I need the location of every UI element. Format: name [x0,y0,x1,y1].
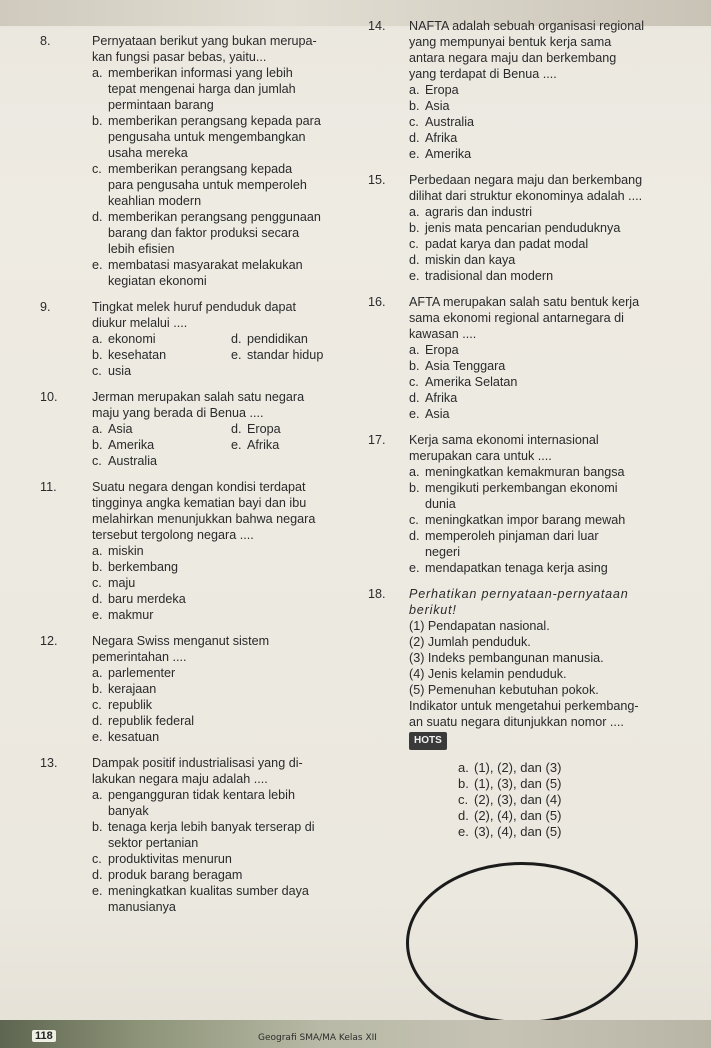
option-text: (1), (2), dan (3) [474,760,562,775]
option-text: kegiatan ekonomi [108,274,207,288]
option-text: mengikuti perkembangan ekonomi [425,481,618,495]
option-letter: a. [409,343,420,357]
question-13 [40,755,370,915]
answer-option [231,421,370,437]
answer-option [92,161,370,209]
answer-option [409,464,700,480]
option-text: usia [108,364,132,378]
option-letter: a. [409,465,420,479]
answer-option [92,883,370,915]
option-letter: b. [92,820,103,834]
answer-option [92,559,370,575]
question-text [92,633,370,665]
option-letter: c. [409,513,419,527]
option-text: ekonomi [108,332,156,346]
option-letter: d. [231,422,242,436]
option-text: tepat mengenai harga dan jumlah [108,82,296,96]
option-letter: e. [409,147,420,161]
question-text [409,586,700,618]
option-letter: e. [458,824,469,839]
option-text: miskin [108,544,144,558]
answer-option [92,729,370,745]
question-8 [40,33,370,289]
question-line: melahirkan menunjukkan bahwa negara [92,512,316,526]
answer-option [92,453,236,469]
question-9 [40,299,370,379]
option-letter: e. [409,407,420,421]
option-text: sektor pertanian [108,836,199,850]
answer-option [409,390,700,406]
question-line: Tingkat melek huruf penduduk dapat [92,300,296,314]
option-text: Afrika [425,391,458,405]
option-text: Amerika [425,147,472,161]
option-letter: e. [409,269,420,283]
option-row [92,437,370,453]
answer-option [409,268,700,284]
question-number: 18. [368,587,386,601]
answer-option [92,65,370,113]
option-list [458,760,700,840]
option-row [92,453,370,469]
option-letter: d. [409,131,420,145]
option-text: memberikan perangsang kepada para [108,114,321,128]
question-line: Suatu negara dengan kondisi terdapat [92,480,306,494]
option-letter: a. [409,83,420,97]
option-letter: b. [92,682,103,696]
right-column [368,18,700,840]
question-line: AFTA merupakan salah satu bentuk kerja [409,295,640,309]
answer-option [92,331,231,347]
question-line: berikut! [409,603,457,617]
option-text: meningkatkan kualitas sumber daya [108,884,309,898]
answer-option [231,347,370,363]
question-text [92,33,370,65]
answer-option [458,808,700,824]
option-text: meningkatkan kemakmuran bangsa [425,465,625,479]
statement-item: (5) Pemenuhan kebutuhan pokok. [409,683,599,697]
answer-option [92,113,370,161]
option-text: Afrika [247,438,280,452]
option-text: Asia [425,407,450,421]
option-grid [92,331,370,379]
option-letter: c. [409,115,419,129]
answer-option [92,713,370,729]
option-text: jenis mata pencarian penduduknya [425,221,621,235]
option-text: banyak [108,804,149,818]
option-text: pengangguran tidak kentara lebih [108,788,295,802]
option-list [409,204,700,284]
question-text [409,294,700,342]
option-text: Australia [108,454,157,468]
answer-option [92,867,370,883]
option-letter: a. [92,666,103,680]
option-text: Eropa [425,343,459,357]
option-text: Asia Tenggara [425,359,506,373]
option-letter: d. [92,210,103,224]
option-list [409,342,700,422]
option-letter: b. [409,221,420,235]
option-text: baru merdeka [108,592,186,606]
question-17 [368,432,700,576]
answer-option [409,406,700,422]
option-list [409,464,700,576]
option-letter: d. [409,391,420,405]
statement-list [409,618,700,760]
option-list [92,665,370,745]
question-16 [368,294,700,422]
option-letter: d. [92,592,103,606]
book-title-footer: Geografi SMA/MA Kelas XII [258,1033,377,1043]
option-text: parlementer [108,666,176,680]
option-text: para pengusaha untuk memperoleh [108,178,307,192]
question-line: Pernyataan berikut yang bukan merupa- [92,34,317,48]
option-text: produktivitas menurun [108,852,232,866]
option-text: Asia [425,99,450,113]
option-letter: b. [409,359,420,373]
question-line: dilihat dari struktur ekonominya adalah .... [409,189,643,203]
question-line: tingginya angka kematian bayi dan ibu [92,496,307,510]
question-line: kawasan .... [409,327,477,341]
option-letter: c. [409,237,419,251]
answer-option [92,209,370,257]
option-letter: a. [92,332,103,346]
option-letter: d. [231,332,242,346]
option-list [92,543,370,623]
option-list [92,65,370,289]
option-text: tradisional dan modern [425,269,554,283]
option-text: standar hidup [247,348,324,362]
answer-option [92,347,231,363]
question-number: 8. [40,34,51,48]
answer-option [458,792,700,808]
option-text: mendapatkan tenaga kerja asing [425,561,608,575]
question-line: antara negara maju dan berkembang [409,51,617,65]
answer-option [409,342,700,358]
option-letter: a. [92,66,103,80]
option-letter: e. [231,438,242,452]
option-letter: b. [92,348,103,362]
answer-option [409,236,700,252]
statement-item: (4) Jenis kelamin penduduk. [409,667,567,681]
option-text: Eropa [425,83,459,97]
option-letter: c. [92,698,102,712]
option-letter: c. [92,454,102,468]
option-text: Afrika [425,131,458,145]
question-10 [40,389,370,469]
question-number: 14. [368,19,386,33]
answer-option [92,851,370,867]
answer-circle-handdrawn [406,862,638,1024]
option-text: Amerika Selatan [425,375,518,389]
option-letter: e. [409,561,420,575]
question-line: Perbedaan negara maju dan berkembang [409,173,643,187]
answer-option [409,220,700,236]
option-text: republik [108,698,153,712]
option-letter: c. [92,852,102,866]
option-text: (3), (4), dan (5) [474,824,562,839]
answer-option [92,257,370,289]
answer-option [409,512,700,528]
answer-option [409,252,700,268]
answer-option [92,607,370,623]
option-text: kesatuan [108,730,160,744]
statement-item: (1) Pendapatan nasional. [409,619,550,633]
answer-option [409,374,700,390]
option-text: Australia [425,115,474,129]
option-text: makmur [108,608,154,622]
option-text: (1), (3), dan (5) [474,776,562,791]
answer-option [458,824,700,840]
question-text [92,299,370,331]
option-text: memberikan perangsang kepada [108,162,293,176]
statement-item: (3) Indeks pembangunan manusia. [409,651,604,665]
option-letter: b. [92,438,103,452]
answer-option [458,776,700,792]
option-letter: a. [92,422,103,436]
option-letter: c. [92,576,102,590]
answer-option [458,760,700,776]
option-letter: e. [92,884,103,898]
answer-option [92,543,370,559]
question-line: yang terdapat di Benua .... [409,67,557,81]
question-line: kan fungsi pasar bebas, yaitu... [92,50,267,64]
question-line: Kerja sama ekonomi internasional [409,433,599,447]
answer-option [92,437,231,453]
answer-option [92,787,370,819]
option-letter: c. [92,162,102,176]
option-letter: b. [458,776,469,791]
option-text: usaha mereka [108,146,188,160]
answer-option [231,331,370,347]
question-text [92,755,370,787]
answer-option [409,204,700,220]
option-letter: d. [409,529,420,543]
answer-option [409,98,700,114]
question-text [92,389,370,421]
question-line: pemerintahan .... [92,650,187,664]
question-line: tersebut tergolong negara .... [92,528,254,542]
question-line: maju yang berada di Benua .... [92,406,264,420]
option-text: negeri [425,545,461,559]
question-line: NAFTA adalah sebuah organisasi regional [409,19,644,33]
option-list [409,82,700,162]
question-line: merupakan cara untuk .... [409,449,552,463]
option-text: (2), (3), dan (4) [474,792,562,807]
answer-option [409,358,700,374]
option-letter: e. [92,608,103,622]
question-number: 16. [368,295,386,309]
option-letter: d. [458,808,469,823]
question-18 [368,586,700,840]
question-line: Negara Swiss menganut sistem [92,634,270,648]
option-text: Eropa [247,422,281,436]
option-text: membatasi masyarakat melakukan [108,258,303,272]
option-text: memberikan perangsang penggunaan [108,210,321,224]
option-letter: e. [231,348,242,362]
question-line: Dampak positif industrialisasi yang di- [92,756,303,770]
option-text: permintaan barang [108,98,214,112]
answer-option [409,560,700,576]
option-letter: d. [92,868,103,882]
answer-option [92,575,370,591]
option-text: produk barang beragam [108,868,243,882]
option-text: dunia [425,497,456,511]
option-letter: b. [409,99,420,113]
prompt-line: an suatu negara ditunjukkan nomor .... [409,715,624,729]
option-text: miskin dan kaya [425,253,516,267]
answer-option [92,421,231,437]
question-text [409,172,700,204]
option-text: agraris dan industri [425,205,533,219]
question-12 [40,633,370,745]
question-line: Jerman merupakan salah satu negara [92,390,305,404]
option-text: pendidikan [247,332,308,346]
option-row [92,421,370,437]
option-letter: a. [92,544,103,558]
option-letter: a. [409,205,420,219]
option-row [92,331,370,347]
option-text: barang dan faktor produksi secara [108,226,300,240]
option-letter: b. [92,560,103,574]
option-letter: b. [409,481,420,495]
question-line: Perhatikan pernyataan-pernyataan [409,587,629,601]
option-letter: c. [458,792,469,807]
answer-option [92,363,236,379]
option-text: meningkatkan impor barang mewah [425,513,626,527]
answer-option [409,82,700,98]
option-letter: a. [458,760,469,775]
answer-option [92,697,370,713]
answer-option [409,146,700,162]
option-text: Amerika [108,438,155,452]
option-text: Asia [108,422,133,436]
option-letter: a. [92,788,103,802]
question-number: 9. [40,300,51,314]
option-letter: e. [92,730,103,744]
question-line: diukur melalui .... [92,316,188,330]
option-letter: b. [92,114,103,128]
option-text: keahlian modern [108,194,202,208]
option-text: memperoleh pinjaman dari luar [425,529,599,543]
option-list [92,787,370,915]
answer-option [409,130,700,146]
question-11 [40,479,370,623]
answer-option [92,665,370,681]
question-line: sama ekonomi regional antarnegara di [409,311,624,325]
option-text: lebih efisien [108,242,175,256]
option-text: memberikan informasi yang lebih [108,66,293,80]
answer-option [92,681,370,697]
option-text: manusianya [108,900,176,914]
answer-option [409,114,700,130]
option-text: kerajaan [108,682,157,696]
answer-option [409,528,700,560]
option-row [92,347,370,363]
option-text: kesehatan [108,348,167,362]
hots-badge: HOTS [409,732,447,750]
question-14 [368,18,700,162]
option-letter: c. [92,364,102,378]
question-text [409,18,700,82]
statement-item: (2) Jumlah penduduk. [409,635,531,649]
question-number: 12. [40,634,58,648]
page-number: 118 [32,1030,56,1042]
option-text: maju [108,576,136,590]
question-text [92,479,370,543]
option-letter: d. [409,253,420,267]
prompt-line: Indikator untuk mengetahui perkembang- [409,699,639,713]
option-text: pengusaha untuk mengembangkan [108,130,306,144]
option-text: (2), (4), dan (5) [474,808,562,823]
question-number: 13. [40,756,58,770]
option-letter: d. [92,714,103,728]
question-number: 10. [40,390,58,404]
question-number: 15. [368,173,386,187]
question-number: 11. [40,480,57,494]
question-line: lakukan negara maju adalah .... [92,772,268,786]
answer-option [231,437,370,453]
answer-option [92,819,370,851]
answer-option [409,480,700,512]
option-text: tenaga kerja lebih banyak terserap di [108,820,315,834]
question-text [409,432,700,464]
option-letter: e. [92,258,103,272]
option-text: padat karya dan padat modal [425,237,589,251]
answer-option [92,591,370,607]
option-grid [92,421,370,469]
option-text: berkembang [108,560,179,574]
left-column [40,33,370,915]
option-letter: c. [409,375,419,389]
question-number: 17. [368,433,386,447]
question-15 [368,172,700,284]
question-line: yang mempunyai bentuk kerja sama [409,35,612,49]
option-row [92,363,370,379]
option-text: republik federal [108,714,195,728]
